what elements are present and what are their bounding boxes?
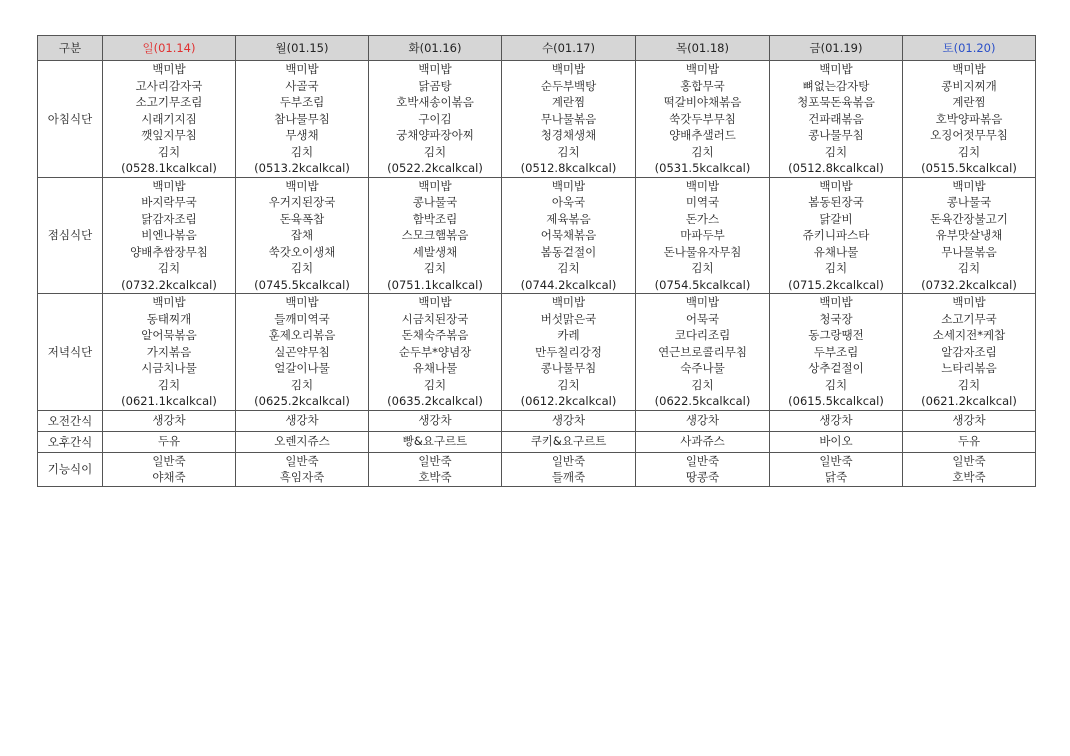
menu-item: 가지볶음 [146,344,192,359]
menu-cell [103,431,236,452]
menu-item: 흑임자죽 [279,470,325,484]
menu-item: 두유 [957,434,981,449]
menu-item: 닭갈비 [819,211,853,226]
menu-item: 알감자조림 [941,344,997,359]
day-header-saturday: 토(01.20) [903,36,1036,61]
menu-item: 청포묵돈육볶음 [797,95,875,109]
menu-cell [502,61,636,178]
row-label-dinner: 저녁식단 [38,294,103,411]
menu-item: 일반죽 [285,453,319,468]
menu-item: 돈육간장불고기 [930,211,1008,226]
menu-item: 닭곰탕 [418,78,452,93]
menu-item: 소세지전*케찹 [932,328,1006,342]
menu-item: 청경채생채 [540,128,597,142]
menu-item: 두부조림 [813,344,859,359]
row-label-breakfast: 아침식단 [38,61,103,178]
row-label-afternoon-snack: 오후간식 [38,431,103,452]
menu-item: (0744.2kcalkcal) [520,277,617,292]
menu-item: 김치 [423,144,447,159]
menu-item: 무나물볶음 [540,111,597,126]
menu-row-breakfast [38,61,1036,178]
menu-item: 양배추쌈장무침 [130,244,208,259]
menu-item: 생강차 [952,413,986,428]
menu-cell [636,294,770,411]
menu-item: 김치 [557,144,580,159]
menu-item: 김치 [957,377,981,392]
menu-item: 동그랑땡전 [808,328,864,342]
menu-row-dinner [38,294,1036,411]
menu-item: 백미밥 [285,62,319,76]
menu-item: 백미밥 [551,178,586,193]
menu-item: 콩비지찌개 [941,78,997,93]
menu-item: 청국장 [819,311,853,326]
menu-item: (0732.2kcalkcal) [921,277,1017,292]
day-header-wednesday: 수(01.17) [502,36,636,61]
menu-item: 백미밥 [285,178,319,193]
menu-item: (0515.5kcalkcal) [921,161,1017,175]
menu-cell [502,410,636,431]
menu-item: 양배추샐러드 [669,128,736,142]
menu-item: 숙주나물 [680,361,725,375]
menu-item: 백미밥 [418,295,452,309]
menu-item: 김치 [557,261,580,275]
menu-item: 돈육폭찹 [279,211,325,226]
menu-item: 백미밥 [819,178,853,193]
menu-cell [770,61,903,178]
menu-item: 사골국 [285,78,319,93]
menu-item: 백미밥 [418,62,452,76]
menu-item: 백미밥 [685,178,720,193]
menu-item: 우거지된장국 [268,195,336,209]
menu-item: 쥬키니파스타 [802,228,870,242]
menu-cell [369,177,502,294]
menu-item: (0715.2kcalkcal) [788,277,884,292]
menu-item: 김치 [557,377,580,392]
menu-item: 생강차 [285,413,319,428]
menu-item: 홍합무국 [680,78,725,93]
menu-item: 백미밥 [819,62,853,76]
menu-item: 느타리볶음 [941,361,997,375]
menu-item: 호박새송이볶음 [396,95,474,109]
menu-item: 마파두부 [680,228,725,242]
menu-item: 순두부*양념장 [398,344,472,359]
menu-item: 유채나물 [813,244,859,259]
menu-item: 유부맛살냉채 [935,228,1003,242]
menu-item: 김치 [691,144,714,159]
menu-item: 소고기무국 [941,311,997,326]
menu-item: 일반죽 [685,453,720,468]
menu-item: (0512.8kcalkcal) [788,161,884,175]
menu-item: 알어묵볶음 [141,328,197,342]
menu-item: 봄동된장국 [808,195,864,209]
menu-item: 콩나물국 [946,195,992,209]
day-header-sunday: 일(01.14) [103,36,236,61]
menu-item: 김치 [157,261,181,275]
menu-item: 잡채 [290,228,314,242]
menu-item: 콩나물국 [412,195,458,209]
menu-item: (0622.5kcalkcal) [654,394,751,408]
menu-cell [903,431,1036,452]
menu-item: 생강차 [152,413,186,428]
menu-cell [903,452,1036,486]
menu-item: 백미밥 [418,178,452,193]
row-label-lunch: 점심식단 [38,177,103,294]
menu-item: (0612.2kcalkcal) [520,394,617,408]
menu-item: 백미밥 [952,62,986,76]
menu-item: 두유 [157,434,181,449]
menu-item: 땅콩죽 [685,470,720,484]
menu-item: 호박죽 [418,470,452,484]
menu-cell [103,294,236,411]
menu-item: 김치 [157,144,181,159]
day-header-thursday: 목(01.18) [636,36,770,61]
day-header-tuesday: 화(01.16) [369,36,502,61]
day-header-monday: 월(01.15) [236,36,369,61]
menu-item: 쑥갓오이생채 [268,244,336,259]
menu-item: 김치 [691,377,714,392]
menu-item: (0732.2kcalkcal) [121,277,217,292]
menu-cell [369,431,502,452]
menu-item: 백미밥 [952,178,986,193]
menu-item: 쿠키&요구르트 [530,434,607,449]
menu-item: 사과쥬스 [680,434,725,449]
menu-cell [369,452,502,486]
menu-cell [502,431,636,452]
menu-cell [236,177,369,294]
menu-item: (0745.5kcalkcal) [254,277,350,292]
menu-item: 김치 [691,261,714,275]
menu-cell [236,431,369,452]
menu-item: 야채죽 [152,470,186,484]
menu-cell [103,452,236,486]
menu-cell [770,431,903,452]
menu-item: (0751.1kcalkcal) [387,277,483,292]
menu-item: 시래기지짐 [141,111,197,126]
menu-item: 빵&요구르트 [402,434,468,449]
menu-item: (0621.2kcalkcal) [921,394,1017,408]
menu-cell [369,410,502,431]
menu-item: 김치 [290,144,314,159]
menu-item: 오징어젓무무침 [930,128,1008,142]
menu-item: (0522.2kcalkcal) [387,161,483,175]
header-row [38,36,1036,61]
menu-row-lunch [38,177,1036,294]
menu-item: 카레 [557,328,580,342]
menu-item: 생강차 [819,413,853,428]
menu-item: 생강차 [685,413,720,428]
menu-item: 바지락무국 [141,195,197,209]
menu-item: 김치 [290,377,314,392]
menu-item: 호박죽 [952,470,986,484]
menu-cell [636,431,770,452]
menu-cell [103,177,236,294]
menu-cell [236,61,369,178]
menu-item: 닭죽 [824,470,848,484]
menu-item: 김치 [957,144,981,159]
menu-cell [770,452,903,486]
menu-item: 유채나물 [412,361,458,375]
menu-item: 백미밥 [685,62,720,76]
menu-item: (0754.5kcalkcal) [654,277,751,292]
menu-item: (0625.2kcalkcal) [254,394,350,408]
menu-cell [236,410,369,431]
menu-item: 제육볶음 [546,211,591,226]
menu-item: 생강차 [551,413,586,428]
menu-item: 일반죽 [952,453,986,468]
menu-item: 떡갈비야채볶음 [663,95,742,109]
menu-item: 백미밥 [152,62,186,76]
menu-item: 바이오 [819,434,853,449]
menu-item: 돈채숙주볶음 [401,328,469,342]
menu-item: 소고기무조림 [135,95,203,109]
menu-item: 연근브로콜리무침 [658,344,747,359]
menu-cell [770,410,903,431]
menu-cell [502,294,636,411]
menu-item: 콩나물무침 [540,361,597,375]
menu-item: 상추겉절이 [808,361,864,375]
menu-row-afternoon-snack [38,431,1036,452]
menu-item: 봄동겉절이 [540,244,597,259]
menu-item: 김치 [423,377,447,392]
menu-item: 일반죽 [152,453,186,468]
menu-item: 호박양파볶음 [935,111,1003,126]
menu-item: 뼈없는감자탕 [802,78,870,93]
menu-item: 코다리조림 [674,328,731,342]
menu-item: (0513.2kcalkcal) [254,161,350,175]
menu-item: (0615.5kcalkcal) [788,394,884,408]
menu-item: 미역국 [685,195,720,209]
menu-item: 고사리감자국 [135,78,203,93]
menu-item: (0512.8kcalkcal) [520,161,617,175]
menu-cell [770,177,903,294]
menu-item: 김치 [290,261,314,275]
menu-item: 일반죽 [819,453,853,468]
menu-item: 무생채 [285,128,319,142]
menu-item: 들깨죽 [551,470,586,484]
menu-item: 콩나물무침 [808,128,864,142]
weekly-menu-table [37,35,1036,487]
menu-item: 어묵채볶음 [540,228,597,242]
menu-cell [636,61,770,178]
menu-cell [236,294,369,411]
menu-cell [369,61,502,178]
menu-item: 들깨미역국 [274,311,330,326]
menu-item: 스모크햄볶음 [401,228,469,242]
menu-item: 백미밥 [152,295,186,309]
menu-item: 돈가스 [685,211,720,226]
menu-item: 백미밥 [285,295,319,309]
menu-item: 생강차 [418,413,452,428]
menu-item: 백미밥 [952,295,986,309]
menu-item: 김치 [957,261,981,275]
menu-item: 계란찜 [551,95,586,109]
menu-cell [502,177,636,294]
menu-item: (0635.2kcalkcal) [387,394,483,408]
row-label-functional-diet: 기능식이 [38,452,103,486]
menu-item: 닭감자조림 [141,211,197,226]
menu-item: 함박조림 [412,211,458,226]
menu-item: 만두칠리강정 [535,344,602,359]
menu-body [38,61,1036,487]
menu-item: (0621.1kcalkcal) [121,394,217,408]
menu-cell [770,294,903,411]
menu-item: 계란찜 [952,95,986,109]
menu-item: 참나물무침 [274,111,330,126]
menu-item: 김치 [423,261,447,275]
menu-item: 백미밥 [551,295,586,309]
menu-item: 세발생채 [412,244,458,259]
menu-item: 구이김 [418,111,452,126]
menu-item: 동태찌개 [146,311,192,326]
menu-cell [903,294,1036,411]
day-header-friday: 금(01.19) [770,36,903,61]
menu-item: 백미밥 [685,295,720,309]
menu-cell [903,410,1036,431]
menu-item: 쑥갓두부무침 [669,111,736,126]
menu-item: 아욱국 [551,195,586,209]
menu-cell [903,61,1036,178]
menu-cell [636,452,770,486]
menu-item: 김치 [824,144,848,159]
menu-item: 백미밥 [551,62,586,76]
menu-cell [236,452,369,486]
menu-cell [903,177,1036,294]
menu-row-functional-diet [38,452,1036,486]
menu-item: 백미밥 [819,295,853,309]
menu-item: 일반죽 [551,453,586,468]
menu-item: 실곤약무침 [274,344,330,359]
menu-item: 두부조림 [279,95,325,109]
menu-cell [636,410,770,431]
menu-item: 김치 [824,377,848,392]
menu-item: 시금치나물 [141,361,197,375]
menu-item: 궁채양파장아찌 [396,128,474,142]
menu-item: (0531.5kcalkcal) [654,161,751,175]
menu-item: 시금치된장국 [401,311,469,326]
menu-item: 오렌지쥬스 [274,434,330,449]
menu-item: 얼갈이나물 [274,361,330,375]
menu-item: 백미밥 [152,178,186,193]
menu-item: 돈나물유자무침 [663,244,742,259]
menu-cell [369,294,502,411]
menu-cell [636,177,770,294]
menu-row-morning-snack [38,410,1036,431]
row-label-morning-snack: 오전간식 [38,410,103,431]
menu-item: 건파래볶음 [808,111,864,126]
menu-item: 일반죽 [418,453,452,468]
header-label: 구분 [38,36,103,61]
menu-item: 순두부백탕 [540,78,597,93]
menu-item: 무나물볶음 [941,244,997,259]
menu-cell [103,410,236,431]
menu-item: 어묵국 [685,311,720,326]
menu-item: 김치 [824,261,848,275]
menu-cell [103,61,236,178]
menu-cell [502,452,636,486]
menu-item: 깻잎지무침 [141,128,197,142]
menu-item: 버섯맑은국 [540,311,597,326]
menu-item: 훈제오리볶음 [268,328,336,342]
menu-item: 비엔나볶음 [141,228,197,242]
menu-item: (0528.1kcalkcal) [121,161,217,175]
menu-item: 김치 [157,377,181,392]
